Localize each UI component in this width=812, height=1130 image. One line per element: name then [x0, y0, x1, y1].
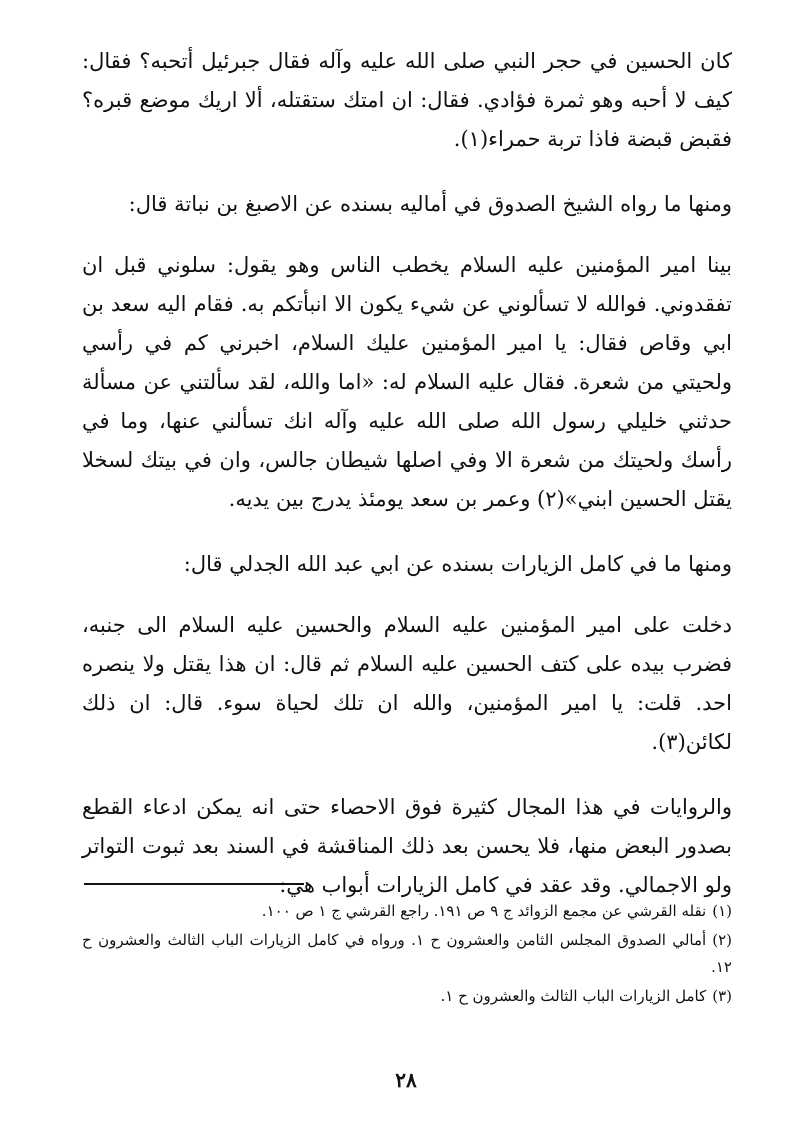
paragraph: دخلت على امير المؤمنين عليه السلام والحسين عليه السلام الى جنبه، فضرب بيده على كتف الحسين عليه السلام ثم قال: ان هذا يقتل ولا ينصره احد. قلت: يا امير المؤمنين، والله ان تلك لحياة سوء. قال: ان ذلك لكائن(٣).	[82, 613, 732, 754]
footnote	[82, 898, 732, 925]
footnote	[82, 927, 732, 981]
paragraph: ومنها ما في كامل الزيارات بسنده عن ابي عبد الله الجدلي قال:	[183, 552, 732, 576]
main-text	[82, 42, 732, 931]
paragraph: والروايات في هذا المجال كثيرة فوق الاحصاء حتى انه يمكن ادعاء القطع بصدور البعض منها، فلا يحسن بعد ذلك المناقشة في السند بعد ثبوت التواتر ولو الاجمالي. وقد عقد في كامل الزيارات أبواب هي:	[82, 795, 732, 897]
footnotes	[82, 898, 732, 1012]
paragraph: ومنها ما رواه الشيخ الصدوق في أماليه بسنده عن الاصبغ بن نباتة قال:	[128, 192, 732, 216]
paragraph: بينا امير المؤمنين عليه السلام يخطب الناس وهو يقول: سلوني قبل ان تفقدوني. فوالله لا تسألوني عن شيء يكون الا انبأتكم به. فقام اليه سعد بن ابي وقاص فقال: يا امير المؤمنين عليك السلام، اخبرني كم في رأسي ولحيتي من شعرة. فقال عليه السلام له: «اما والله، لقد سألتني عن مسألة حدثني خليلي رسول الله صلى الله عليه وآله انك تسألني عنها، وما في رأسك ولحيتك من شعرة الا وفي اصلها شيطان جالس، وان في بيتك لسخلا يقتل الحسين ابني»(٢) وعمر بن سعد يومئذ يدرج بين يديه.	[82, 253, 732, 511]
footnote-number: (٣)	[712, 987, 732, 1005]
footnote-text: كامل الزيارات الباب الثالث والعشرون ح ١.	[440, 987, 707, 1005]
footnote-divider	[84, 883, 304, 885]
page-number: ٢٨	[395, 1068, 417, 1092]
footnote	[82, 983, 732, 1010]
paragraph: كان الحسين في حجر النبي صلى الله عليه وآله فقال جبرئيل أتحبه؟ فقال: كيف لا أحبه وهو ثمرة فؤادي. فقال: ان امتك ستقتله، ألا اريك موضع قبره؟ فقبض قبضة فاذا تربة حمراء(١).	[82, 49, 732, 151]
footnote-number: (٢)	[712, 931, 732, 949]
footnote-text: نقله القرشي عن مجمع الزوائد ج ٩ ص ١٩١. راجع القرشي ج ١ ص ١٠٠.	[261, 902, 707, 920]
footnote-text: أمالي الصدوق المجلس الثامن والعشرون ح ١. ورواه في كامل الزيارات الباب الثالث والعشرون ح ١٢.	[82, 931, 732, 976]
footnote-number: (١)	[712, 902, 732, 920]
